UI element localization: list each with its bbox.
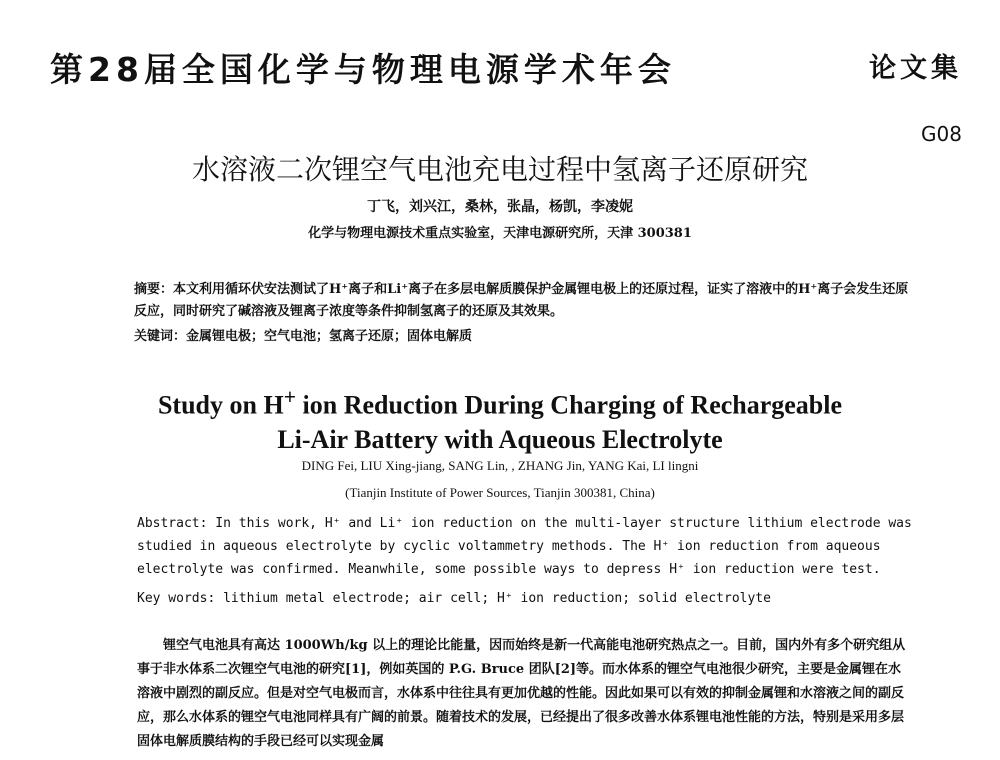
keywords-cn: 关键词：金属锂电极；空气电池；氢离子还原；固体电解质: [134, 329, 473, 344]
title-en-line1: Study on H+ ion Reduction During Charging of Rechargeable: [157, 385, 843, 420]
authors-cn: 丁飞，刘兴江，桑林，张晶，杨凯，李凌妮: [367, 199, 633, 215]
paper-id: G08: [921, 122, 962, 146]
affiliation-en: (Tianjin Institute of Power Sources, Tianjin 300381, China): [345, 485, 655, 500]
title-en: [0, 380, 1000, 457]
authors-en: DING Fei, LIU Xing-jiang, SANG Lin, , ZHANG Jin, YANG Kai, LI lingni: [301, 458, 699, 473]
body-paragraph: 锂空气电池具有高达 1000Wh/kg 以上的理论比能量，因而始终是新一代高能电池研究热点之一。目前，国内外有多个研究组从事于非水体系二次锂空气电池的研究[1]，例如英国的 P.G. Bruce 团队[2]等。而水体系的锂空气电池很少研究，主要是金属锂在水溶液中剧烈的副反应。但是对空气电极而言，水体系中往往具有更加优越的性能。因此如果可以有效的抑制金属锂和水溶液之间的副反应，那么水体系的锂空气电池同样具有广阔的前景。随着技术的发展，已经提出了很多改善水体系锂电池性能的方法，特别是采用多层固体电解质膜结构的手段已经可以实现金属: [137, 638, 906, 749]
keywords-en: Key words: lithium metal electrode; air cell; H⁺ ion reduction; solid electrolyte: [137, 591, 771, 606]
title-cn: 水溶液二次锂空气电池充电过程中氢离子还原研究: [191, 153, 808, 186]
abstract-en: Abstract: In this work, H⁺ and Li⁺ ion reduction on the multi-layer structure lithium electrode was studied in aqueous electrolyte by cyclic voltammetry methods. The H⁺ ion reduction from aqueous electrolyte was confirmed. Meanwhile, some possible ways to depress H⁺ ion reduction were test.: [137, 516, 912, 577]
title-en-line2: Li-Air Battery with Aqueous Electrolyte: [277, 424, 723, 454]
affiliation-cn: 化学与物理电源技术重点实验室，天津电源研究所，天津 300381: [308, 226, 692, 241]
collection-label: 论文集: [869, 53, 962, 84]
title-en-superscript: +: [283, 385, 297, 409]
conference-title: 第28届全国化学与物理电源学术年会: [50, 50, 676, 89]
abstract-cn: 摘要：本文利用循环伏安法测试了H⁺离子和Li⁺离子在多层电解质膜保护金属锂电极上的还原过程，证实了溶液中的H⁺离子会发生还原反应，同时研究了碱溶液及锂离子浓度等条件抑制氢离子的还原及其效果。: [134, 282, 909, 319]
